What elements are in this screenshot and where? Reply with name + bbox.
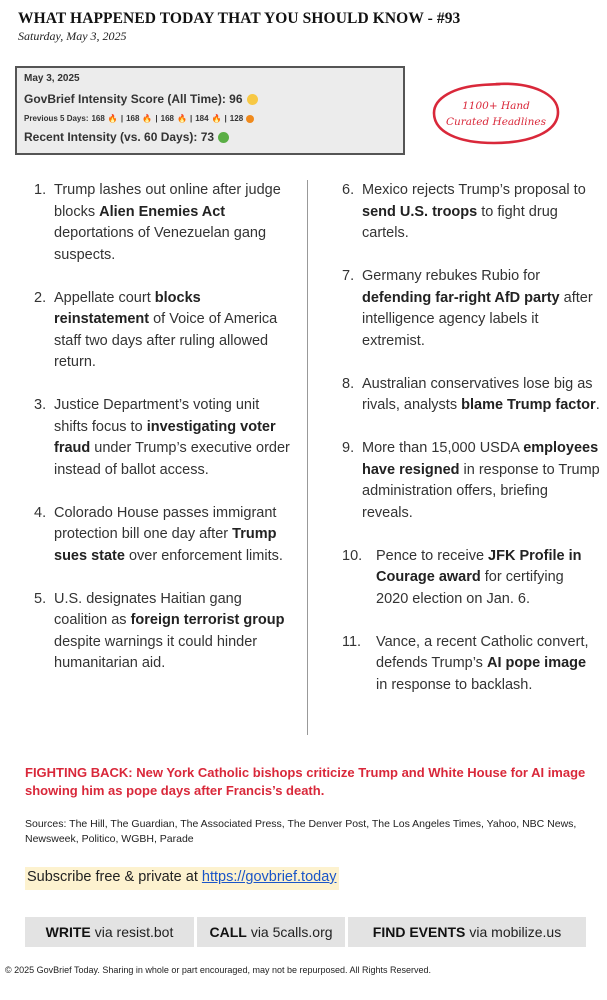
news-item-segment: under Trump’s executive order instead of ballot access. [54, 440, 290, 478]
news-item-number: 7. [342, 268, 355, 284]
news-item-text [362, 266, 600, 352]
news-item-segment: Trump lashes out online after judge blocks [54, 182, 281, 220]
find-events-mobilize-button[interactable] [348, 917, 586, 947]
news-item-segment: More than 15,000 USDA [362, 440, 524, 456]
news-item-segment: . [595, 397, 600, 413]
write-via: via resist.bot [94, 924, 174, 940]
orange-circle-icon [246, 115, 254, 123]
news-item-segment: U.S. designates Haitian gang coalition as [54, 590, 242, 628]
news-item-number: 6. [342, 182, 355, 198]
green-circle-icon [218, 132, 229, 143]
news-item-highlight: foreign terrorist group [130, 612, 285, 628]
news-item-segment: over enforcement limits. [124, 547, 283, 564]
news-item-highlight: Trump sues state [54, 526, 277, 564]
news-item-segment: to fight drug cartels. [362, 203, 558, 241]
hand-curated-headlines-stamp [430, 80, 562, 146]
yellow-circle-icon [247, 94, 258, 105]
news-item-segment: Colorado House passes immigrant protection bill one day after [54, 504, 277, 542]
recent-intensity [24, 130, 396, 144]
news-item [34, 395, 294, 481]
news-item-highlight: send U.S. troops [362, 203, 478, 220]
news-item-number: 8. [342, 375, 355, 392]
news-item-segment: despite warnings it could hinder humanitarian aid. [54, 633, 258, 671]
news-item [34, 180, 294, 266]
news-item-text [362, 374, 600, 417]
news-item-text [376, 632, 600, 697]
call-5calls-button[interactable] [197, 917, 345, 947]
recent-intensity-label: Recent Intensity (vs. 60 Days): 73 [24, 130, 215, 144]
news-item-segment: after intelligence agency labels it extremist. [362, 289, 593, 349]
news-item-segment: of Voice of America staff two days after ruling allowed return. [54, 311, 278, 370]
subscribe-link[interactable]: https://govbrief.today [201, 869, 337, 885]
previous-day-score-4: 184 [195, 114, 209, 123]
news-item-number: 4. [34, 504, 47, 521]
all-time-score [24, 92, 396, 106]
write-label: WRITE [45, 924, 91, 940]
news-item-highlight: AI pope image [486, 655, 587, 671]
news-item-highlight: blocks reinstatement [54, 289, 201, 327]
fighting-back-headline: FIGHTING BACK: New York Catholic bishops criticize Trump and White House for AI image showing him as pope days after Francis’s death. [25, 765, 586, 798]
news-item-segment: Mexico rejects Trump’s proposal to [362, 182, 586, 198]
news-item [342, 266, 600, 352]
call-label: CALL [209, 924, 247, 940]
news-item [342, 632, 600, 697]
news-item-text [362, 180, 600, 245]
news-item-text [54, 589, 294, 675]
call-via: via 5calls.org [250, 924, 333, 940]
news-list-left [34, 180, 294, 696]
news-item-number: 11. [342, 633, 362, 650]
news-item-segment: Justice Department’s voting unit shifts focus to [54, 397, 260, 435]
news-item-highlight: investigating voter fraud [54, 418, 276, 456]
news-item-segment: deportations of Venezuelan gang suspects. [54, 225, 267, 263]
write-resist-bot-button[interactable] [25, 917, 194, 947]
intensity-score-box [15, 66, 405, 155]
sources-text: Sources: The Hill, The Guardian, The Associated Press, The Denver Post, The Los Angeles Times, Yahoo, NBC News, Newsweek, Politico, WGBH, Parade [25, 818, 577, 845]
stamp-line-2: Curated Headlines [445, 116, 547, 128]
fire-icon: 🔥 [107, 114, 118, 123]
news-item-highlight: Alien Enemies Act [99, 203, 226, 220]
find-events-via: via mobilize.us [469, 924, 562, 940]
news-item-highlight: employees have resigned [362, 440, 599, 478]
news-item-text [376, 546, 600, 611]
issue-date: Saturday, May 3, 2025 [18, 29, 127, 43]
intensity-date: May 3, 2025 [24, 73, 80, 84]
news-item [342, 180, 600, 245]
find-events-label: FIND EVENTS [372, 924, 466, 940]
news-item [34, 288, 294, 374]
news-item-text [54, 395, 294, 481]
previous-day-score-3: 168 [160, 114, 174, 123]
news-item-segment: Australian conservatives lose big as rivals, analysts [362, 375, 593, 413]
stamp-line-1: 1100+ Hand [462, 100, 530, 112]
news-item [342, 438, 600, 524]
previous-days-label: Previous 5 Days: [24, 114, 89, 123]
news-item-highlight: JFK Profile in Courage award [376, 547, 582, 585]
fire-icon: 🔥 [142, 114, 153, 123]
page-title: WHAT HAPPENED TODAY THAT YOU SHOULD KNOW - #93 [18, 10, 461, 27]
previous-day-score-1: 168 [91, 114, 105, 123]
news-list-right [342, 180, 600, 718]
previous-day-score-2: 168 [126, 114, 140, 123]
news-item-highlight: blame Trump factor [461, 397, 596, 413]
news-item-segment: in response to backlash. [376, 676, 533, 693]
news-item-number: 10. [342, 547, 363, 564]
action-bar [25, 917, 586, 947]
news-item [342, 374, 600, 417]
news-item-text [362, 438, 600, 524]
fire-icon: 🔥 [211, 114, 222, 123]
news-item-text [54, 288, 294, 374]
news-item-segment: Pence to receive [376, 547, 489, 564]
news-item-text [54, 503, 294, 568]
news-item-segment: in response to Trump administration offers, briefing reveals. [362, 461, 600, 521]
subscribe-text: Subscribe free & private at [27, 869, 202, 885]
news-item-number: 9. [342, 440, 355, 456]
previous-days-scores: Previous 5 Days: 168 🔥 | 168 🔥 | 168 🔥 | 184 🔥 | 128 [24, 114, 396, 123]
news-item-segment: Germany rebukes Rubio for [362, 268, 541, 284]
news-item-number: 5. [34, 590, 47, 607]
previous-day-score-5: 128 [229, 114, 244, 123]
news-item-highlight: defending far-right AfD party [362, 289, 560, 306]
copyright-footer: © 2025 GovBrief Today. Sharing in whole or part encouraged, may not be repurposed. All Rights Reserved. [5, 965, 432, 975]
stamp-circle [434, 84, 558, 143]
all-time-score-label: GovBrief Intensity Score (All Time): 96 [24, 92, 243, 106]
news-item [342, 546, 600, 611]
news-item [34, 503, 294, 568]
subscribe-banner [25, 867, 339, 890]
news-item-text [54, 180, 294, 266]
news-item-number: 2. [34, 289, 47, 306]
column-divider [307, 180, 308, 735]
news-item [34, 589, 294, 675]
news-item-segment: Vance, a recent Catholic convert, defends Trump’s [376, 633, 589, 671]
fire-icon: 🔥 [177, 114, 187, 123]
news-item-segment: for certifying 2020 election on Jan. 6. [376, 569, 564, 607]
news-item-segment: Appellate court [54, 289, 155, 306]
news-item-number: 3. [34, 397, 47, 413]
news-item-number: 1. [34, 182, 47, 198]
